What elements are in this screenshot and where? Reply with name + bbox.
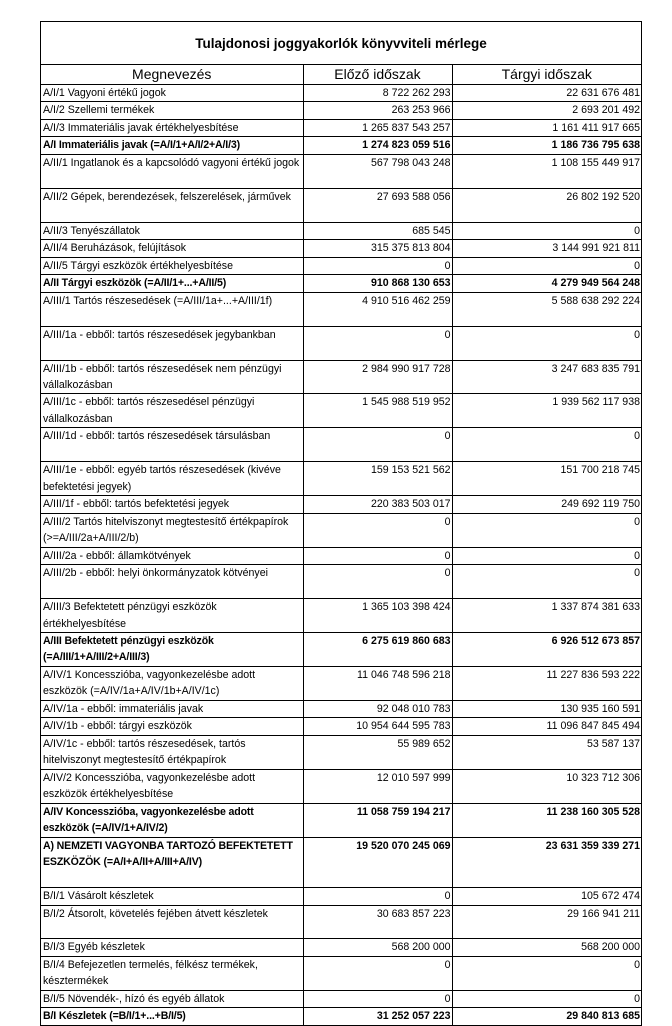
table-row [41, 769, 641, 803]
table-row [41, 565, 641, 599]
previous-period-value: 2 984 990 917 728 [303, 360, 452, 394]
previous-period-value: 1 274 823 059 516 [303, 137, 452, 154]
row-label: A/III/1e - ebből: egyéb tartós részesedések (kivéve befektetési jegyek) [41, 462, 303, 496]
column-header-previous-period: Előző időszak [303, 65, 452, 85]
previous-period-value: 6 275 619 860 683 [303, 633, 452, 667]
row-label: A/II Tárgyi eszközök (=A/II/1+...+A/II/5) [41, 275, 303, 292]
previous-period-value: 0 [303, 565, 452, 599]
previous-period-value: 11 058 759 194 217 [303, 803, 452, 837]
current-period-value: 0 [452, 428, 641, 462]
current-period-value: 1 186 736 795 638 [452, 137, 641, 154]
row-label: A/III/3 Befektetett pénzügyi eszközök értékhelyesbítése [41, 599, 303, 633]
table-row [41, 102, 641, 119]
row-label: A/IV/2 Koncesszióba, vagyonkezelésbe adott eszközök értékhelyesbítése [41, 769, 303, 803]
current-period-value: 23 631 359 339 271 [452, 837, 641, 887]
table-row [41, 428, 641, 462]
table-row [41, 735, 641, 769]
table-row [41, 394, 641, 428]
table-row [41, 956, 641, 990]
previous-period-value: 0 [303, 547, 452, 564]
previous-period-value: 0 [303, 990, 452, 1007]
row-label: B/I/5 Növendék-, hízó és egyéb állatok [41, 990, 303, 1007]
current-period-value: 2 693 201 492 [452, 102, 641, 119]
previous-period-value: 30 683 857 223 [303, 905, 452, 939]
previous-period-value: 92 048 010 783 [303, 700, 452, 717]
row-label: A/IV/1c - ebből: tartós részesedések, tartós hitelviszonyt megtestesítő értékpapírok [41, 735, 303, 769]
row-label: A/I/1 Vagyoni értékű jogok [41, 85, 303, 102]
row-label: A/III/1 Tartós részesedések (=A/III/1a+...+A/III/1f) [41, 292, 303, 326]
row-label: A/III/2 Tartós hitelviszonyt megtestesítő értékpapírok (>=A/III/2a+A/III/2/b) [41, 513, 303, 547]
previous-period-value: 263 253 966 [303, 102, 452, 119]
row-label: B/I Készletek (=B/I/1+...+B/I/5) [41, 1008, 303, 1025]
previous-period-value: 10 954 644 595 783 [303, 718, 452, 735]
previous-period-value: 1 265 837 543 257 [303, 119, 452, 136]
previous-period-value: 0 [303, 326, 452, 360]
current-period-value: 151 700 218 745 [452, 462, 641, 496]
table-row [41, 292, 641, 326]
current-period-value: 0 [452, 222, 641, 239]
previous-period-value: 11 046 748 596 218 [303, 666, 452, 700]
previous-period-value: 1 545 988 519 952 [303, 394, 452, 428]
current-period-value: 3 144 991 921 811 [452, 240, 641, 257]
current-period-value: 0 [452, 513, 641, 547]
current-period-value: 0 [452, 547, 641, 564]
row-label: A/II/1 Ingatlanok és a kapcsolódó vagyoni értékű jogok [41, 154, 303, 188]
table-row [41, 222, 641, 239]
table-row [41, 547, 641, 564]
previous-period-value: 0 [303, 428, 452, 462]
table-row [41, 154, 641, 188]
previous-period-value: 568 200 000 [303, 939, 452, 956]
table-row [41, 700, 641, 717]
balance-sheet-table [40, 21, 642, 1026]
previous-period-value: 567 798 043 248 [303, 154, 452, 188]
row-label: A/I Immateriális javak (=A/I/1+A/I/2+A/I/3) [41, 137, 303, 154]
row-label: A/III/1a - ebből: tartós részesedések jegybankban [41, 326, 303, 360]
current-period-value: 5 588 638 292 224 [452, 292, 641, 326]
table-row [41, 905, 641, 939]
current-period-value: 11 096 847 845 494 [452, 718, 641, 735]
row-label: A/II/4 Beruházások, felújítások [41, 240, 303, 257]
row-label: A/III/2a - ebből: államkötvények [41, 547, 303, 564]
current-period-value: 249 692 119 750 [452, 496, 641, 513]
row-label: A/I/3 Immateriális javak értékhelyesbítése [41, 119, 303, 136]
current-period-value: 11 227 836 593 222 [452, 666, 641, 700]
row-label: A/I/2 Szellemi termékek [41, 102, 303, 119]
column-header-current-period: Tárgyi időszak [452, 65, 641, 85]
table-row [41, 939, 641, 956]
current-period-value: 130 935 160 591 [452, 700, 641, 717]
previous-period-value: 12 010 597 999 [303, 769, 452, 803]
previous-period-value: 8 722 262 293 [303, 85, 452, 102]
previous-period-value: 0 [303, 513, 452, 547]
current-period-value: 22 631 676 481 [452, 85, 641, 102]
previous-period-value: 27 693 588 056 [303, 188, 452, 222]
previous-period-value: 1 365 103 398 424 [303, 599, 452, 633]
table-row [41, 240, 641, 257]
table-row [41, 257, 641, 274]
previous-period-value: 910 868 130 653 [303, 275, 452, 292]
row-label: A/IV/1 Koncesszióba, vagyonkezelésbe adott eszközök (=A/IV/1a+A/IV/1b+A/IV/1c) [41, 666, 303, 700]
row-label: A/II/2 Gépek, berendezések, felszerelések, járművek [41, 188, 303, 222]
table-row [41, 275, 641, 292]
row-label: A/III/1c - ebből: tartós részesedésel pénzügyi vállalkozásban [41, 394, 303, 428]
current-period-value: 1 161 411 917 665 [452, 119, 641, 136]
table-row [41, 119, 641, 136]
table-row [41, 888, 641, 905]
row-label: B/I/3 Egyéb készletek [41, 939, 303, 956]
table-row [41, 188, 641, 222]
current-period-value: 53 587 137 [452, 735, 641, 769]
current-period-value: 1 108 155 449 917 [452, 154, 641, 188]
previous-period-value: 31 252 057 223 [303, 1008, 452, 1025]
row-label: A/IV/1a - ebből: immateriális javak [41, 700, 303, 717]
row-label: A/III/1b - ebből: tartós részesedések nem pénzügyi vállalkozásban [41, 360, 303, 394]
column-header-name: Megnevezés [41, 65, 303, 85]
table-row [41, 137, 641, 154]
table-row [41, 837, 641, 887]
row-label: A/IV/1b - ebből: tárgyi eszközök [41, 718, 303, 735]
table-row [41, 633, 641, 667]
previous-period-value: 19 520 070 245 069 [303, 837, 452, 887]
table-row [41, 326, 641, 360]
row-label: A/III Befektetett pénzügyi eszközök (=A/III/1+A/III/2+A/III/3) [41, 633, 303, 667]
header-row [41, 65, 641, 85]
previous-period-value: 220 383 503 017 [303, 496, 452, 513]
table-row [41, 513, 641, 547]
row-label: A/III/1f - ebből: tartós befektetési jegyek [41, 496, 303, 513]
previous-period-value: 0 [303, 956, 452, 990]
current-period-value: 10 323 712 306 [452, 769, 641, 803]
row-label: A/II/3 Tenyészállatok [41, 222, 303, 239]
row-label: B/I/2 Átsorolt, követelés fejében átvett készletek [41, 905, 303, 939]
current-period-value: 6 926 512 673 857 [452, 633, 641, 667]
row-label: A/II/5 Tárgyi eszközök értékhelyesbítése [41, 257, 303, 274]
previous-period-value: 0 [303, 257, 452, 274]
previous-period-value: 55 989 652 [303, 735, 452, 769]
previous-period-value: 685 545 [303, 222, 452, 239]
row-label: A/IV Koncesszióba, vagyonkezelésbe adott eszközök (=A/IV/1+A/IV/2) [41, 803, 303, 837]
row-label: A) NEMZETI VAGYONBA TARTOZÓ BEFEKTETETT ESZKÖZÖK (=A/I+A/II+A/III+A/IV) [41, 837, 303, 887]
current-period-value: 0 [452, 956, 641, 990]
previous-period-value: 0 [303, 888, 452, 905]
table-row [41, 85, 641, 102]
previous-period-value: 315 375 813 804 [303, 240, 452, 257]
table-row [41, 666, 641, 700]
previous-period-value: 159 153 521 562 [303, 462, 452, 496]
current-period-value: 1 939 562 117 938 [452, 394, 641, 428]
current-period-value: 3 247 683 835 791 [452, 360, 641, 394]
table-row [41, 990, 641, 1007]
table-row [41, 718, 641, 735]
current-period-value: 0 [452, 326, 641, 360]
current-period-value: 568 200 000 [452, 939, 641, 956]
table-title: Tulajdonosi joggyakorlók könyvviteli mérlege [41, 22, 641, 65]
row-label: B/I/1 Vásárolt készletek [41, 888, 303, 905]
balance-table [41, 65, 641, 1025]
table-row [41, 462, 641, 496]
table-row [41, 803, 641, 837]
current-period-value: 0 [452, 257, 641, 274]
previous-period-value: 4 910 516 462 259 [303, 292, 452, 326]
current-period-value: 105 672 474 [452, 888, 641, 905]
table-row [41, 599, 641, 633]
current-period-value: 1 337 874 381 633 [452, 599, 641, 633]
current-period-value: 11 238 160 305 528 [452, 803, 641, 837]
table-row [41, 1008, 641, 1025]
current-period-value: 29 166 941 211 [452, 905, 641, 939]
current-period-value: 4 279 949 564 248 [452, 275, 641, 292]
table-row [41, 496, 641, 513]
current-period-value: 0 [452, 565, 641, 599]
row-label: B/I/4 Befejezetlen termelés, félkész termékek, késztermékek [41, 956, 303, 990]
table-row [41, 360, 641, 394]
current-period-value: 0 [452, 990, 641, 1007]
current-period-value: 26 802 192 520 [452, 188, 641, 222]
row-label: A/III/1d - ebből: tartós részesedések társulásban [41, 428, 303, 462]
current-period-value: 29 840 813 685 [452, 1008, 641, 1025]
row-label: A/III/2b - ebből: helyi önkormányzatok kötvényei [41, 565, 303, 599]
